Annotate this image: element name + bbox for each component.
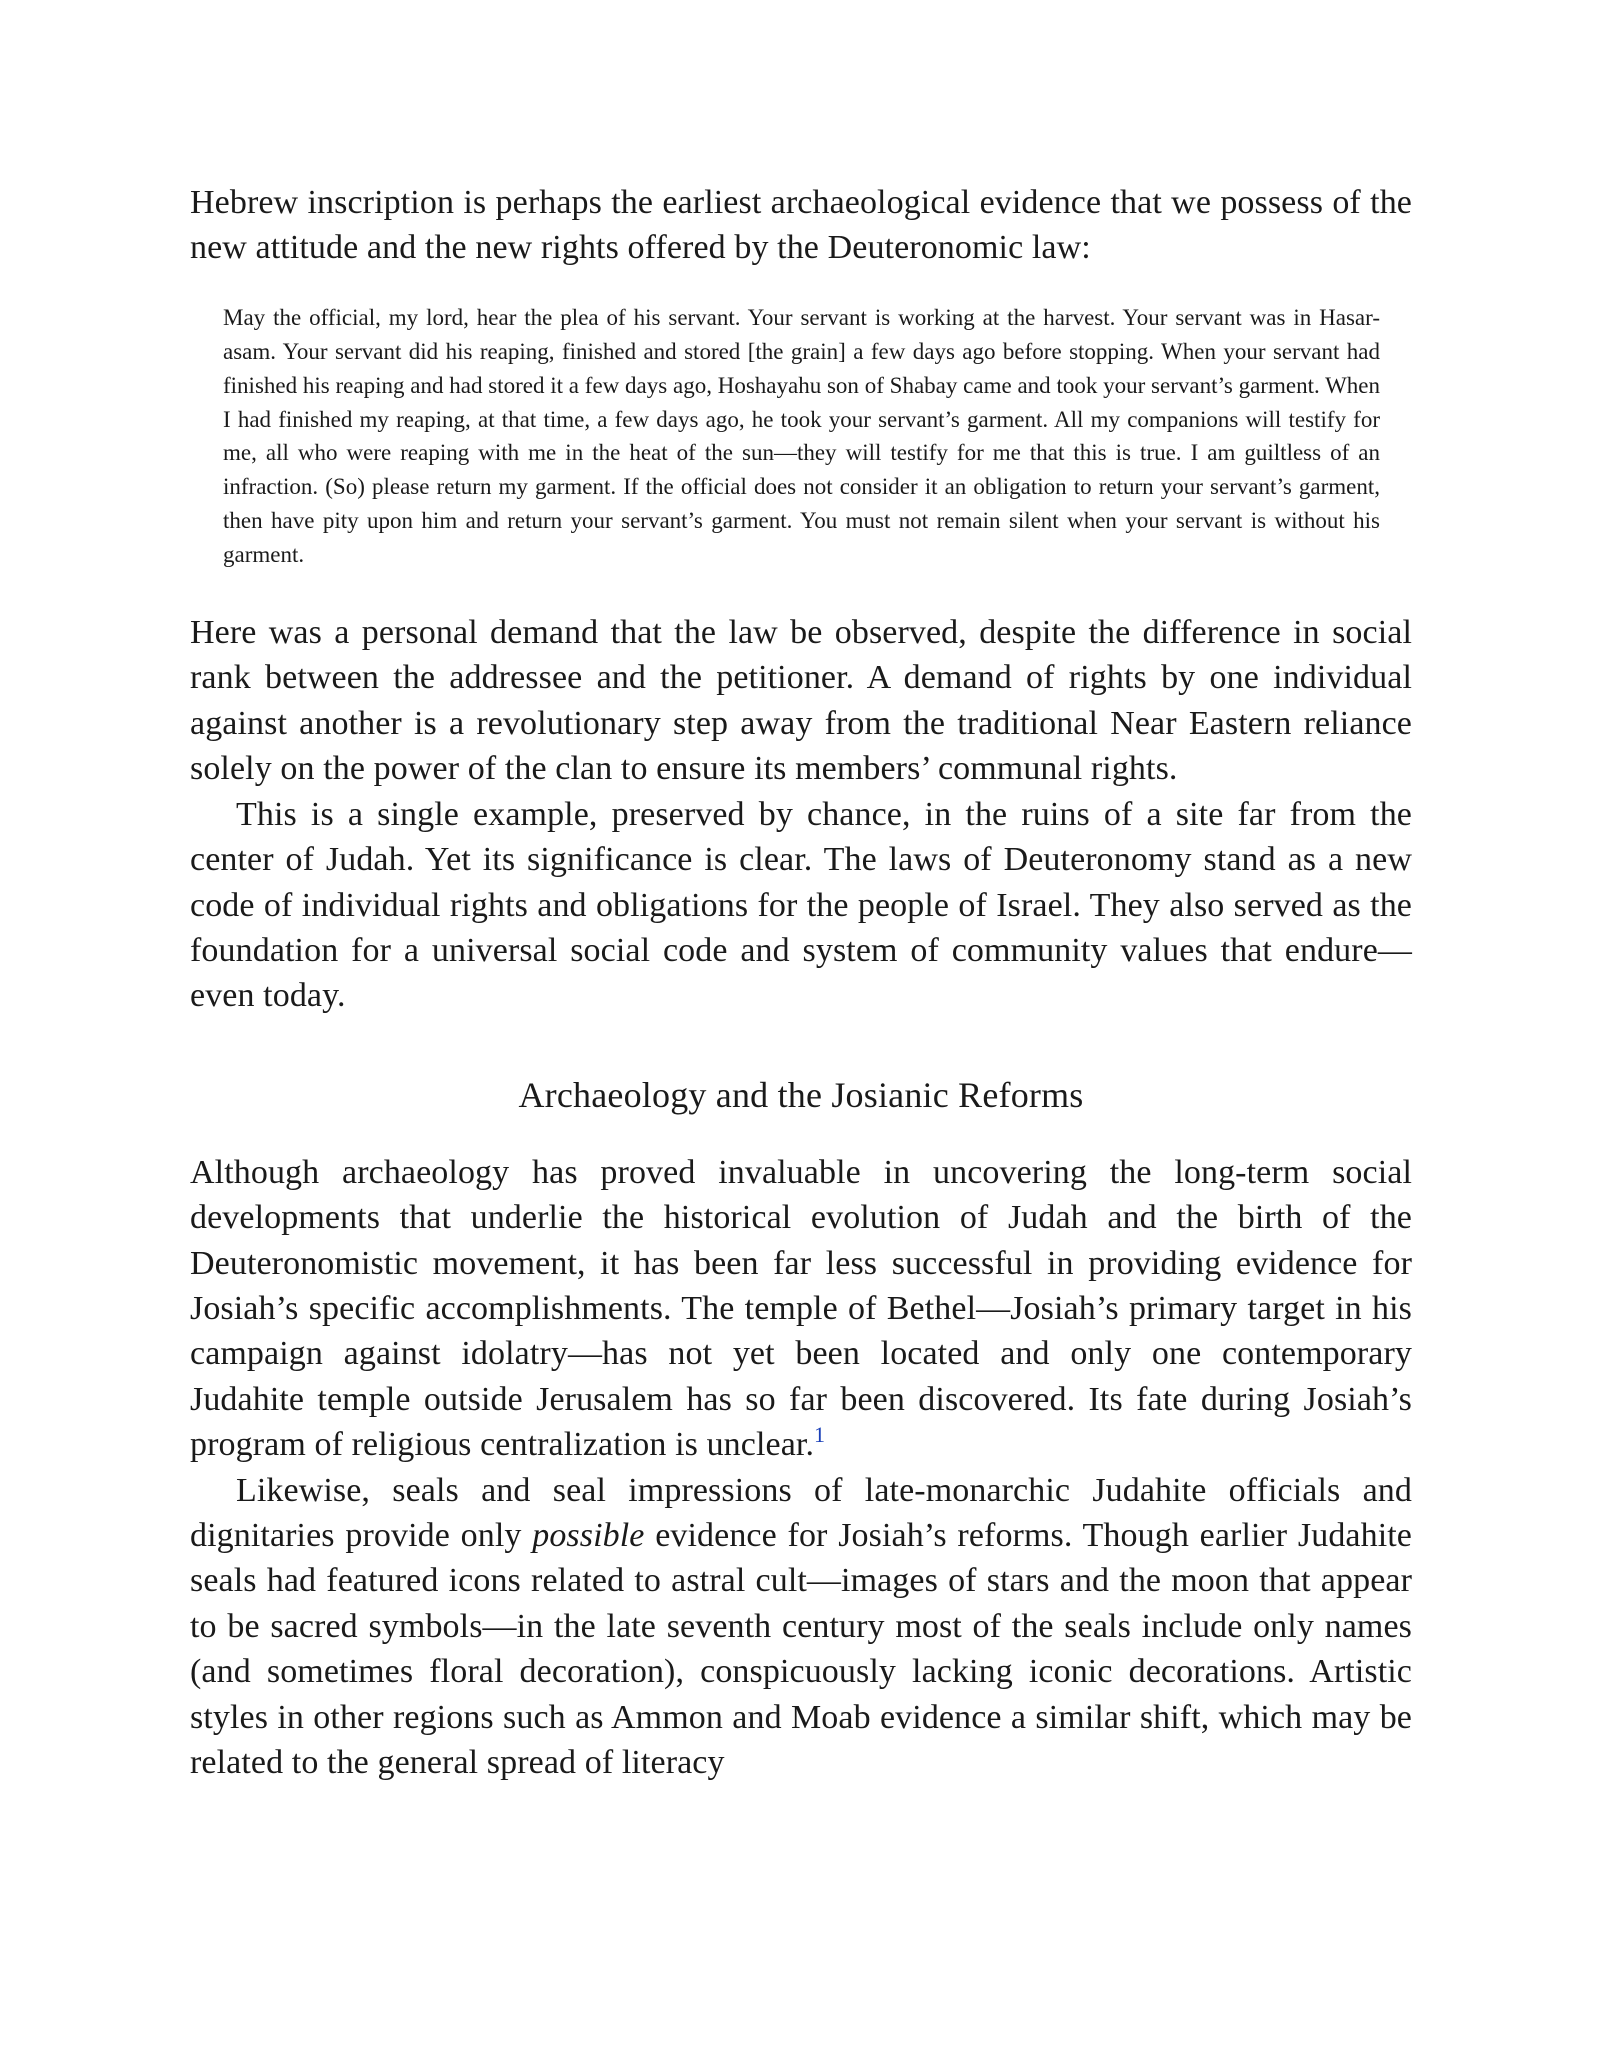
footnote-link[interactable]: 1 [814,1422,826,1448]
paragraph-although-text: Although archaeology has proved invaluable in uncovering the long-term social developments that underlie the historical evolution of Judah and the birth of the Deuteronomistic movement, it has been far less successful in providing evidence for Josiah’s specific accomplishments. The temple of Bethel—Josiah’s primary target in his campaign against idolatry—has not yet been located and only one contemporary Judahite temple outside Jerusalem has so far been discovered. Its fate during Josiah’s program of religious centralization is unclear. [190,1153,1412,1464]
inscription-quote: May the official, my lord, hear the plea of his servant. Your servant is working at the harvest. Your servant was in Hasar-asam. Your servant did his reaping, finished and stored [the grain] a few days ago before stopping. When your servant had finished his reaping and had stored it a few days ago, Hoshayahu son of Shabay came and took your servant’s garment. When I had finished my reaping, at that time, a few days ago, he took your servant’s garment. All my companions will testify for me, all who were reaping with me in the heat of the sun—they will testify for me that this is true. I am guiltless of an infraction. (So) please return my garment. If the official does not consider it an obligation to return your servant’s garment, then have pity upon him and return your servant’s garment. You must not remain silent when your servant is without his garment. [223,304,1380,568]
paragraph-likewise-end: evidence for Josiah’s reforms. Though earlier Judahite seals had featured icons related to astral cult—images of stars and the moon that appear to be sacred symbols—in the late seventh century most of the seals include only names (and sometimes floral decoration), conspicuously lacking iconic decorations. Artistic styles in other regions such as Ammon and Moab evidence a similar shift, which may be related to the general spread of literacy [190,1516,1412,1781]
paragraph-personal-demand: Here was a personal demand that the law be observed, despite the difference in social rank between the addressee and the petitioner. A demand of rights by one individual against another is a revolutionary step away from the traditional Near Eastern reliance solely on the power of the clan to ensure its members’ communal rights. [190,614,1412,788]
paragraph-likewise-start: Likewise, seals and seal impressions of late-monarchic Judahite officials and dignitaries provide only [190,1471,1412,1554]
paragraph-single-example: This is a single example, preserved by chance, in the ruins of a site far from the center of Judah. Yet its significance is clear. The laws of Deuteronomy stand as a new code of individual rights and obligations for the people of Israel. They also served as the foundation for a universal social code and system of community values that endure—even today. [190,795,1412,1015]
paragraph-likewise [190,1468,1412,1786]
paragraph-although [190,1150,1412,1468]
paragraph-intro: Hebrew inscription is perhaps the earliest archaeological evidence that we possess of the new attitude and the new rights offered by the Deuteronomic law: [190,184,1412,267]
section-heading: Archaeology and the Josianic Reforms [518,1074,1084,1115]
emphasis-possible: possible [532,1516,645,1554]
page-content [190,180,1412,1785]
